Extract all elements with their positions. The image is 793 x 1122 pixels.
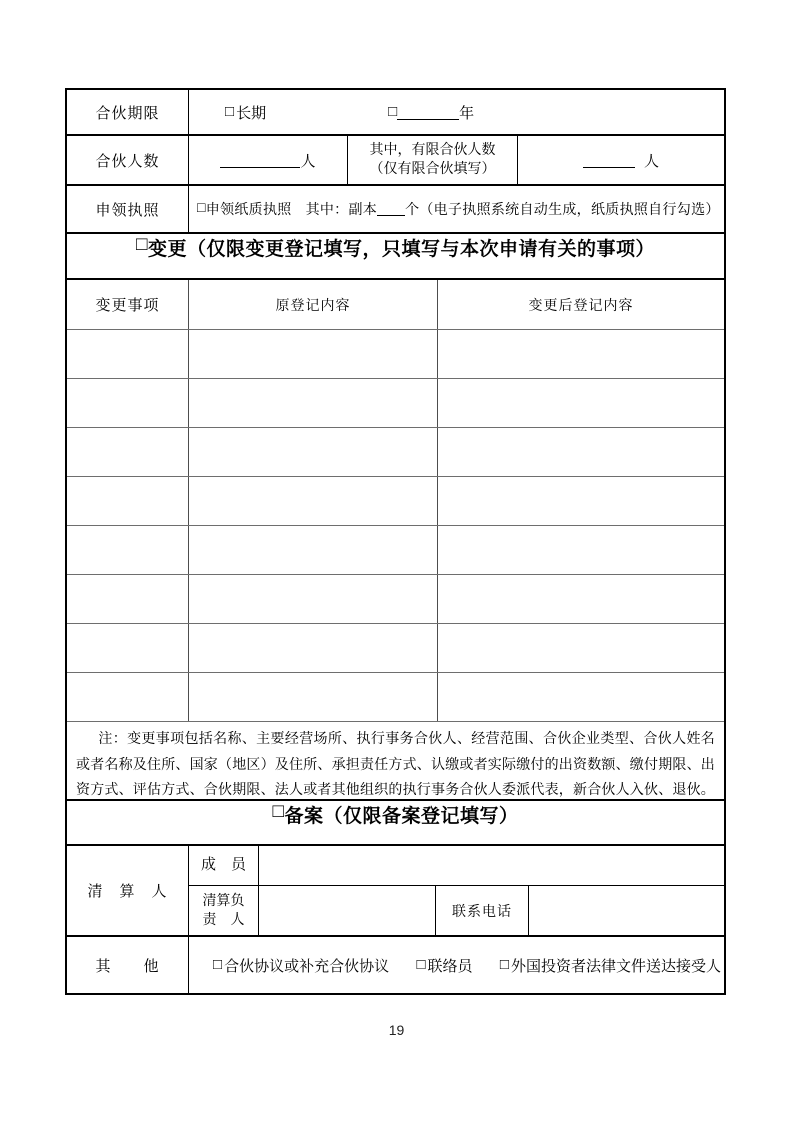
license-suffix-text: 个（电子执照系统自动生成，纸质执照自行勾选） bbox=[405, 203, 720, 218]
contact-phone-label: 联系电话 bbox=[436, 886, 529, 935]
change-cell-item bbox=[67, 379, 189, 427]
change-cell-item bbox=[67, 526, 189, 574]
change-table-empty-row bbox=[67, 428, 724, 477]
license-copies-blank-line bbox=[377, 202, 405, 217]
other-option-foreign-recipient bbox=[500, 955, 721, 976]
change-cell-original bbox=[189, 379, 438, 427]
license-row bbox=[67, 186, 724, 234]
other-option-liaison bbox=[416, 955, 472, 976]
limited-partner-note-line2: （仅有限合伙填写） bbox=[369, 162, 496, 177]
other-content bbox=[189, 937, 724, 993]
change-cell-original bbox=[189, 526, 438, 574]
longterm-option bbox=[225, 102, 266, 123]
checkbox-icon: □ bbox=[136, 234, 148, 255]
limited-partner-unit: 人 bbox=[643, 153, 659, 170]
checkbox-icon: □ bbox=[213, 956, 223, 973]
partner-count-unit: 人 bbox=[300, 153, 316, 170]
checkbox-icon: □ bbox=[197, 201, 206, 216]
change-cell-new bbox=[438, 330, 724, 378]
change-col-item: 变更事项 bbox=[67, 280, 189, 329]
change-table-empty-row bbox=[67, 477, 724, 526]
partnership-term-row bbox=[67, 90, 724, 136]
change-cell-new bbox=[438, 379, 724, 427]
partner-count-blank-line bbox=[220, 152, 300, 168]
partner-count-blank-group bbox=[220, 150, 315, 171]
contact-phone-value-cell bbox=[529, 886, 724, 935]
change-table-empty-row bbox=[67, 379, 724, 428]
change-cell-item bbox=[67, 477, 189, 525]
change-table-empty-row bbox=[67, 526, 724, 575]
limited-partner-blank-group bbox=[583, 150, 659, 171]
other-option-agreement-label: 合伙协议或补充合伙协议 bbox=[224, 958, 390, 975]
change-cell-new bbox=[438, 575, 724, 623]
checkbox-icon: □ bbox=[416, 956, 426, 973]
liquidator-member-row bbox=[189, 846, 724, 886]
partner-count-value-cell bbox=[189, 136, 348, 184]
change-table-empty-row bbox=[67, 624, 724, 673]
other-option-agreement bbox=[213, 955, 389, 976]
checkbox-icon: □ bbox=[225, 103, 235, 120]
change-section-header bbox=[67, 234, 724, 280]
other-label: 其 他 bbox=[67, 937, 189, 993]
license-option-label: 申领纸质执照 bbox=[205, 203, 292, 218]
change-table-empty-row bbox=[67, 673, 724, 722]
filing-section-title: 备案（仅限备案登记填写） bbox=[284, 806, 519, 827]
change-table-header-row bbox=[67, 280, 724, 330]
change-cell-item bbox=[67, 673, 189, 721]
partnership-term-label: 合伙期限 bbox=[67, 90, 189, 134]
change-col-original: 原登记内容 bbox=[189, 280, 438, 329]
change-cell-original bbox=[189, 428, 438, 476]
liquidator-member-value-cell bbox=[259, 846, 724, 885]
change-cell-original bbox=[189, 575, 438, 623]
registration-form-table bbox=[65, 88, 726, 995]
change-cell-new bbox=[438, 624, 724, 672]
license-content bbox=[189, 186, 724, 232]
fixed-years-option bbox=[388, 102, 474, 123]
change-cell-new bbox=[438, 428, 724, 476]
liquidator-manager-label-line1: 清算负 bbox=[202, 893, 245, 909]
other-option-liaison-label: 联络员 bbox=[427, 958, 473, 975]
change-cell-item bbox=[67, 575, 189, 623]
change-cell-original bbox=[189, 477, 438, 525]
change-cell-original bbox=[189, 673, 438, 721]
longterm-option-label: 长期 bbox=[236, 105, 267, 122]
other-row bbox=[67, 937, 724, 993]
change-col-new: 变更后登记内容 bbox=[528, 298, 634, 314]
change-cell-item bbox=[67, 428, 189, 476]
liquidator-manager-value-cell bbox=[259, 886, 436, 935]
change-table-empty-row bbox=[67, 575, 724, 624]
liquidator-manager-label-line2: 责 人 bbox=[202, 912, 245, 928]
partner-count-label: 合伙人数 bbox=[67, 136, 189, 184]
liquidator-group bbox=[67, 846, 724, 937]
liquidator-subtable bbox=[189, 846, 724, 935]
partner-count-row bbox=[67, 136, 724, 186]
years-suffix: 年 bbox=[459, 105, 475, 122]
checkbox-icon: □ bbox=[388, 103, 398, 120]
liquidator-label: 清 算 人 bbox=[67, 846, 189, 935]
years-blank-line bbox=[397, 104, 459, 120]
license-middle-text: 其中：副本 bbox=[305, 203, 378, 218]
other-option-foreign-recipient-label: 外国投资者法律文件送达接受人 bbox=[510, 958, 721, 975]
license-label: 申领执照 bbox=[67, 186, 189, 232]
page-number: 19 bbox=[388, 1022, 405, 1038]
limited-partner-note-cell bbox=[348, 136, 518, 184]
change-cell-new bbox=[438, 526, 724, 574]
change-cell-new bbox=[438, 477, 724, 525]
limited-partner-note-line1: 其中，有限合伙人数 bbox=[369, 143, 496, 158]
change-note: 注：变更事项包括名称、主要经营场所、执行事务合伙人、经营范围、合伙企业类型、合伙人姓名或者名称及住所、国家（地区）及住所、承担责任方式、认缴或者实际缴付的出资数额、缴付期限、出资方式、评估方式、合伙期限、法人或者其他组织的执行事务合伙人委派代表，新合伙人入伙、退伙。 bbox=[67, 722, 724, 801]
change-cell-item bbox=[67, 330, 189, 378]
change-cell-original bbox=[189, 624, 438, 672]
liquidator-member-label: 成 员 bbox=[189, 846, 259, 885]
checkbox-icon: □ bbox=[272, 801, 285, 822]
change-cell-new bbox=[438, 673, 724, 721]
checkbox-icon: □ bbox=[499, 956, 509, 973]
liquidator-manager-row bbox=[189, 886, 724, 935]
limited-partner-blank-line bbox=[583, 152, 635, 168]
change-cell-original bbox=[189, 330, 438, 378]
limited-partner-count-cell bbox=[518, 136, 724, 184]
partnership-term-content bbox=[189, 90, 724, 134]
change-section-title: 变更（仅限变更登记填写，只填写与本次申请有关的事项） bbox=[147, 239, 655, 260]
filing-section-header bbox=[67, 801, 724, 846]
change-cell-item bbox=[67, 624, 189, 672]
liquidator-manager-label bbox=[189, 886, 259, 935]
change-table-empty-row bbox=[67, 330, 724, 379]
